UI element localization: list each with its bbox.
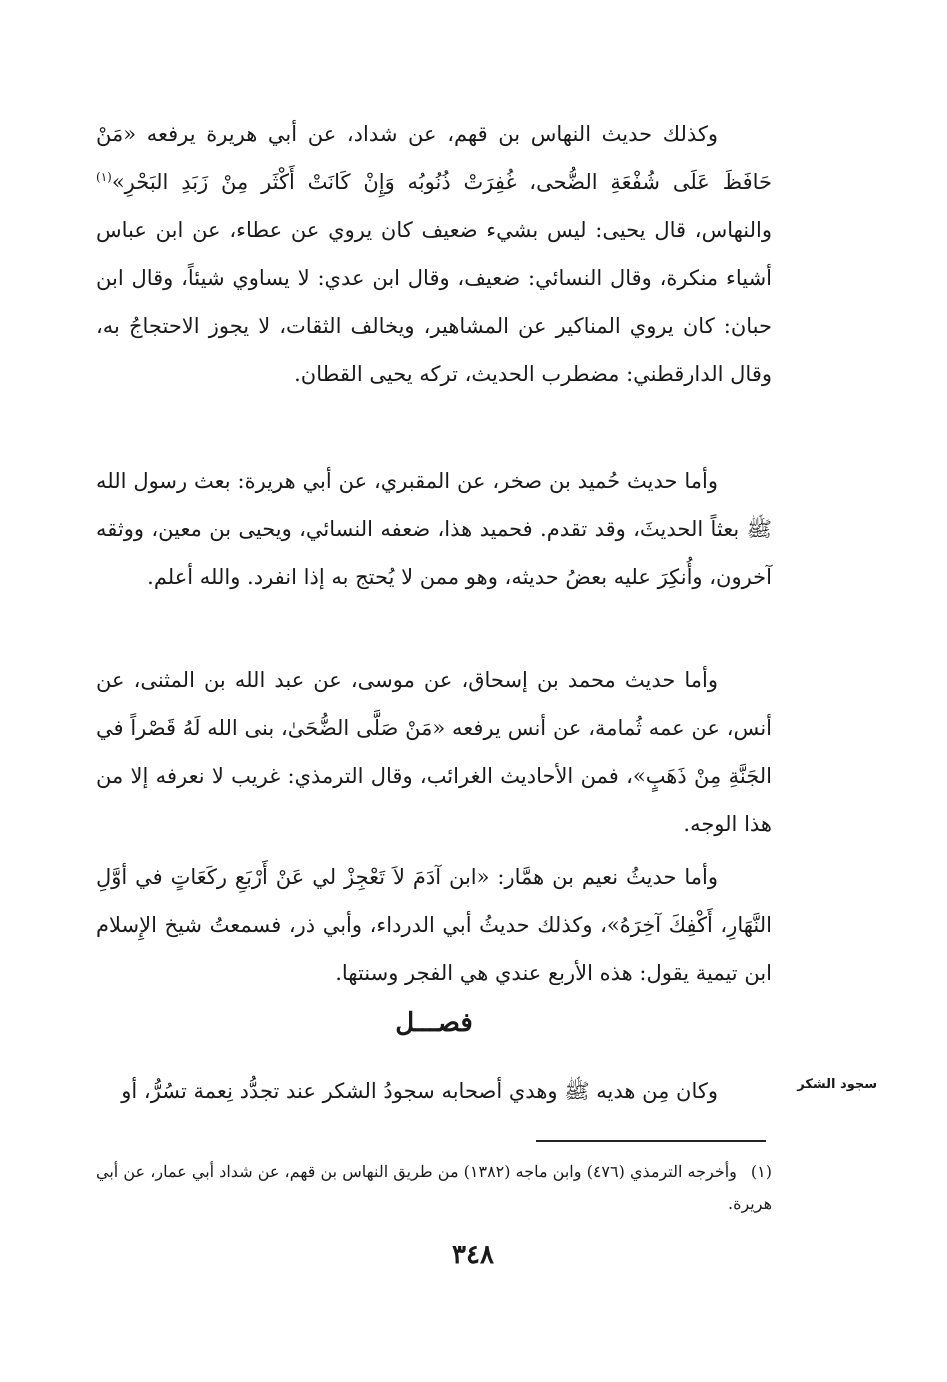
paragraph-text: وأما حديث حُميد بن صخر، عن المقبري، عن أبي هريرة: بعث رسول الله ﷺ بعثاً الحديثَ، وقد تقدم. فحميد هذا، ضعفه النسائي، ويحيى بن معين، ووثقه آخرون، وأُنكِرَ عليه بعضُ حديثه، وهو ممن لا يُحتج به إذا انفرد. والله أعلم. <box>96 469 772 589</box>
footnote <box>96 1156 772 1220</box>
footnote-marker: (١) <box>750 1162 773 1181</box>
paragraph-text: وأما حديث محمد بن إسحاق، عن موسى، عن عبد الله بن المثنى، عن أنس، عن عمه ثُمامة، عن أنس يرفعه «مَنْ صَلَّى الضُّحَىٰ، بنى الله لَهُ قَصْراً في الجَنَّةِ مِنْ ذَهَبٍ»، فمن الأحاديث الغرائب، وقال الترمذي: غريب لا نعرفه إلا من هذا الوجه. <box>96 668 772 836</box>
section-heading: فصـــل <box>395 1008 473 1038</box>
paragraph-nahhas-hadith <box>96 110 772 398</box>
footnote-reference: (١) <box>96 170 112 184</box>
paragraph-text: وكذلك حديث النهاس بن قهم، عن شداد، عن أبي هريرة يرفعه «مَنْ حَافَظَ عَلَى شُفْعَةِ الضُّحى، غُفِرَتْ ذُنُوبُه وَإِنْ كَانَتْ أَكْثَر مِنْ زَبَدِ البَحْرِ» <box>96 122 772 194</box>
paragraph-text: وكان مِن هديه ﷺ وهدي أصحابه سجودُ الشكر عند تجدُّد نِعمة تسُرُّ، أو <box>121 1079 718 1103</box>
paragraph-humaid-hadith <box>96 457 772 601</box>
paragraph-nuaim-hadith <box>96 853 772 997</box>
paragraph-sujud-shukr <box>96 1067 772 1115</box>
footnote-text: وأخرجه الترمذي (٤٧٦) وابن ماجه (١٣٨٢) من طريق النهاس بن قهم، عن شداد أبي عمار، عن أبي هريرة. <box>96 1162 772 1213</box>
paragraph-continuation: والنهاس، قال يحيى: ليس بشيء ضعيف كان يروي عن عطاء، عن ابن عباس أشياء منكرة، وقال النسائي: ضعيف، وقال ابن عدي: لا يساوي شيئاً، وقال ابن حبان: كان يروي المناكير عن المشاهير، ويخالف الثقات، لا يجوز الاحتجاجُ به، وقال الدارقطني: مضطرب الحديث، تركه يحيى القطان. <box>96 218 772 386</box>
footnote-divider <box>536 1140 766 1142</box>
page-number: ٣٤٨ <box>452 1240 494 1270</box>
paragraph-ibn-ishaq-hadith <box>96 656 772 848</box>
paragraph-text: وأما حديثُ نعيم بن همَّار: «ابن آدَمَ لاَ تَعْجِزْ لي عَنْ أَرْبَعِ ركَعَاتٍ في أوَّلِ النَّهَارِ، أَكْفِكَ آخِرَهُ»، وكذلك حديثُ أبي الدرداء، وأبي ذر، فسمعتُ شيخ الإِسلام ابن تيمية يقول: هذه الأربع عندي هي الفجر وسنتها. <box>96 865 772 985</box>
margin-note: سجود الشكر <box>797 1077 877 1092</box>
